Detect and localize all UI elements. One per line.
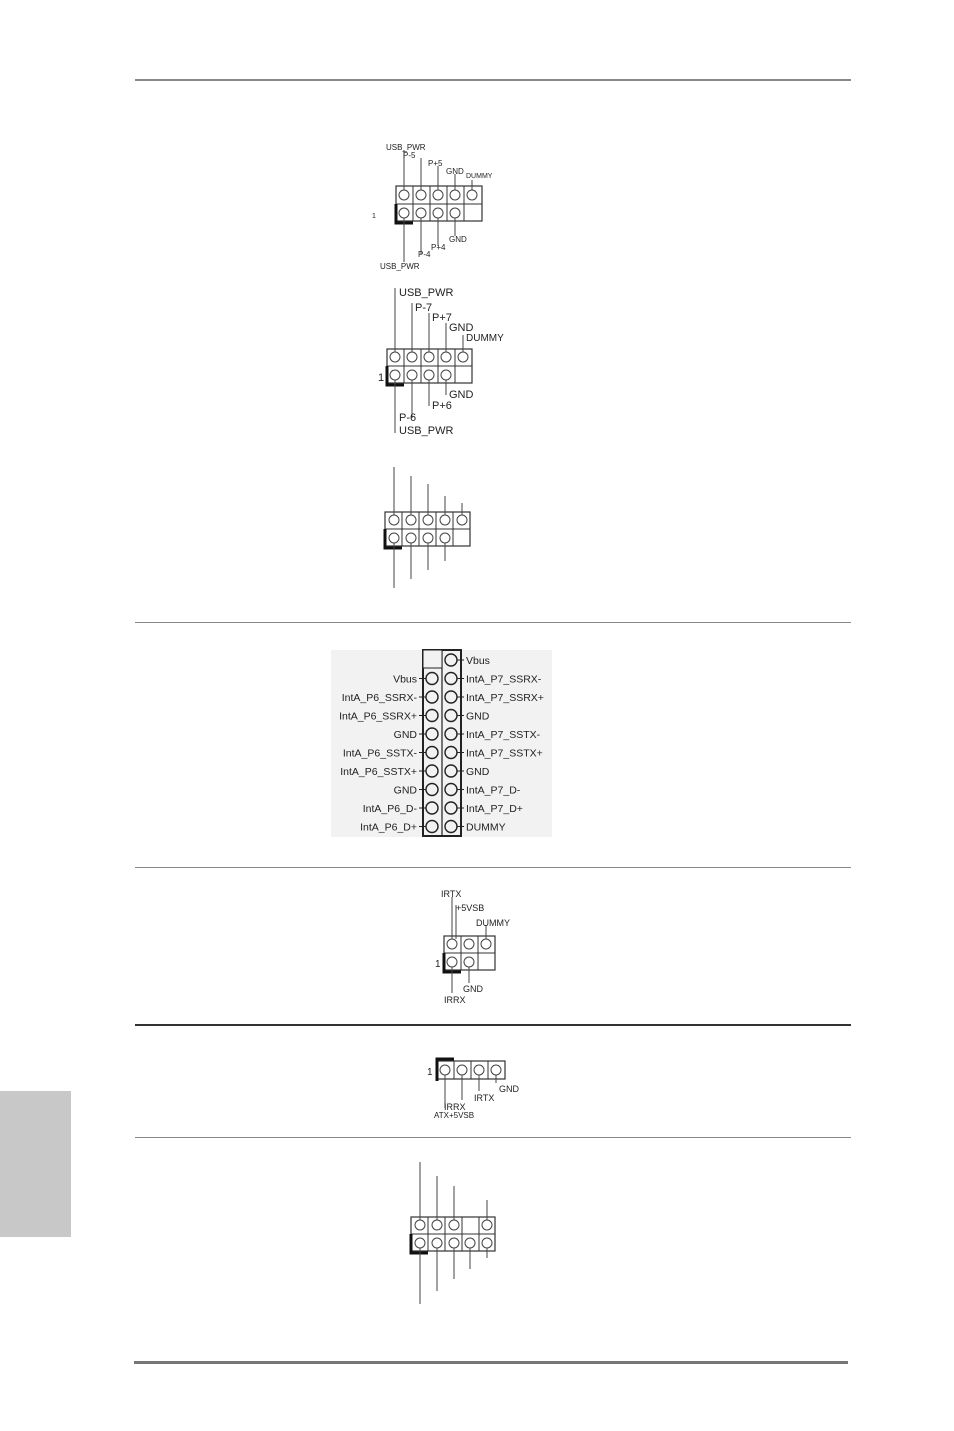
pin-label: P-7 (415, 302, 433, 314)
pin-label: IntA_P6_SSTX- (342, 747, 417, 760)
pin-label: ATX+5VSB (434, 1111, 475, 1120)
ir-header-diagram (432, 885, 532, 1007)
pin (445, 802, 457, 814)
pin-label: IntA_P7_D- (466, 784, 521, 797)
pin-label: P-4 (418, 250, 431, 259)
pin-label: IntA_P6_D+ (360, 821, 417, 834)
header-rule (135, 79, 851, 81)
pin-label: USB_PWR (380, 262, 420, 271)
section-divider (135, 867, 851, 868)
pin-label: +5VSB (456, 903, 485, 913)
pin-label: IRTX (474, 1093, 495, 1103)
pin-label: IntA_P7_SSTX- (466, 729, 541, 741)
pin-label: IRRX (444, 1102, 466, 1112)
section-divider (135, 622, 851, 623)
pin (426, 784, 438, 796)
pin-label: GND (393, 729, 417, 741)
pin-label: DUMMY (466, 821, 506, 834)
pin-label: GND (393, 784, 417, 797)
pin (426, 802, 438, 814)
language-side-tab (0, 1091, 71, 1237)
pin-label: USB_PWR (386, 143, 426, 152)
pin-label: IntA_P7_SSRX- (466, 673, 542, 686)
header-9pin-diagram (380, 462, 480, 592)
footer-rule (134, 1361, 848, 1364)
pin-label: IntA_P7_D+ (466, 803, 523, 815)
pin-label: GND (466, 710, 490, 723)
pin-label: P+4 (431, 243, 446, 252)
header-10pin-diagram (405, 1158, 505, 1308)
pin-label: P+7 (432, 312, 452, 324)
pin-label: IntA_P7_SSRX+ (466, 692, 544, 704)
pin-label: GND (463, 984, 483, 994)
cir-header-diagram (424, 1056, 524, 1122)
usb-header-diagram-b (375, 283, 520, 438)
pin (426, 728, 438, 740)
pin-label: P-5 (403, 151, 416, 160)
pin (426, 691, 438, 703)
pin-label: USB_PWR (399, 287, 454, 299)
pin-label: IntA_P7_SSTX+ (466, 747, 543, 760)
pin (426, 821, 438, 833)
pin1-marker: 1 (378, 372, 385, 384)
pin (445, 765, 457, 777)
pin (445, 821, 457, 833)
pin-label: Vbus (393, 673, 417, 686)
pin-label: IntA_P6_D- (362, 803, 417, 815)
pin-label: GND (449, 235, 467, 244)
pin (445, 747, 457, 759)
pin-label: P+5 (428, 159, 443, 168)
pin-label: P+6 (432, 400, 452, 412)
pin1-marker: 1 (427, 1067, 433, 1078)
pin-label: IntA_P6_SSTX+ (340, 766, 417, 778)
pin (426, 710, 438, 722)
pin-label: DUMMY (466, 173, 493, 180)
pin-label: GND (449, 389, 474, 401)
pin-label: GND (446, 167, 464, 176)
pin-label: P-6 (399, 412, 417, 424)
pin (445, 784, 457, 796)
pin-label: USB_PWR (399, 425, 454, 437)
pin-label: IntA_P6_SSRX- (341, 692, 417, 704)
pin (426, 673, 438, 685)
pin-label: DUMMY (476, 918, 510, 928)
pin (445, 710, 457, 722)
section-divider (135, 1137, 851, 1138)
pin-label: DUMMY (466, 333, 504, 344)
pin (426, 747, 438, 759)
pin-label: IRTX (441, 889, 462, 899)
pin-label: GND (499, 1084, 519, 1094)
pin-label: IntA_P6_SSRX+ (339, 710, 417, 723)
pin-label: IRRX (444, 995, 466, 1005)
usb3-header-diagram (331, 650, 552, 837)
pin (445, 673, 457, 685)
pin (445, 654, 457, 666)
pin-label: Vbus (466, 655, 490, 667)
pin-label: GND (449, 322, 474, 334)
pin1-marker: 1 (435, 959, 441, 970)
section-divider (135, 1024, 851, 1026)
pin1-marker: 1 (372, 213, 376, 220)
pin-label: GND (466, 766, 490, 778)
pin (426, 765, 438, 777)
usb-header-diagram-a (370, 138, 520, 273)
pin (445, 728, 457, 740)
pin (445, 691, 457, 703)
